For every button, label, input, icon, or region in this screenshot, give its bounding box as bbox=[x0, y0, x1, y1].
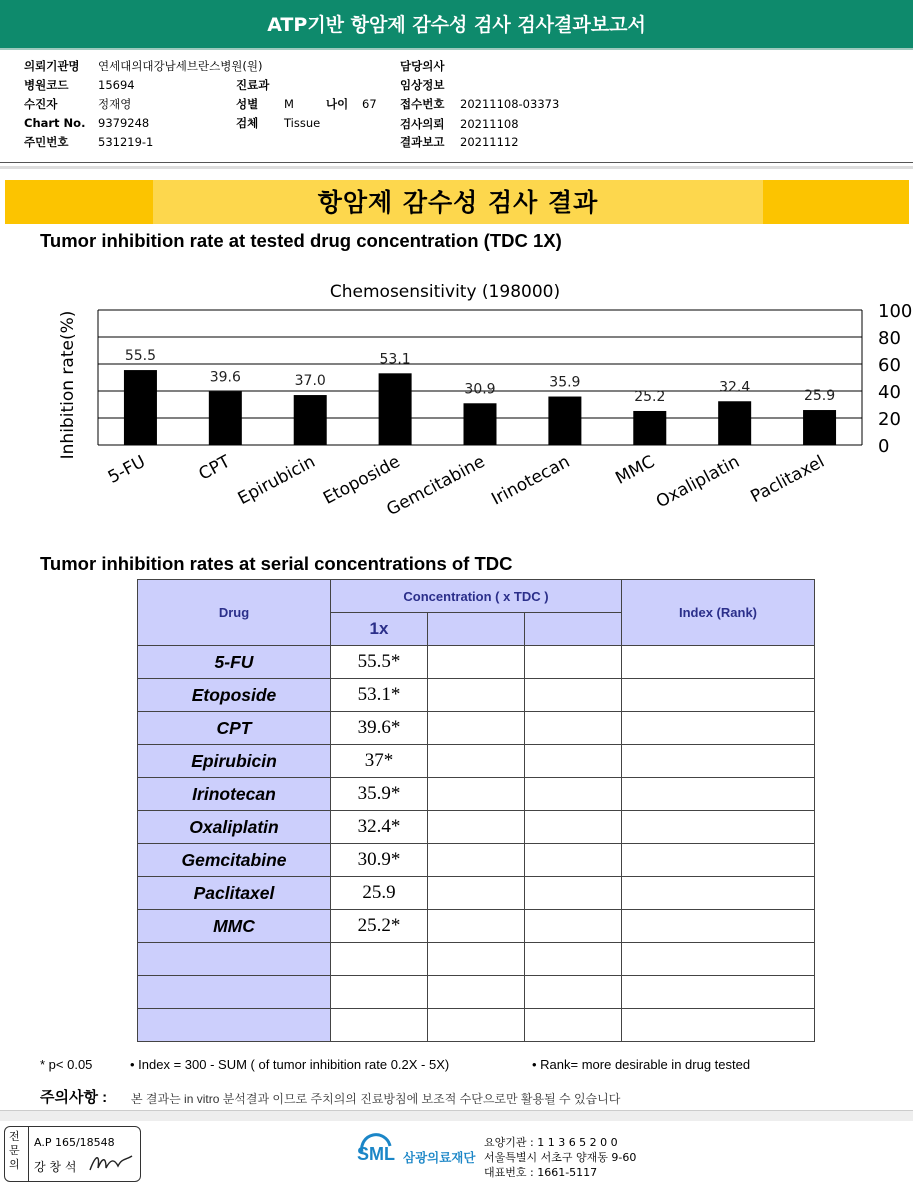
index-rank-cell bbox=[622, 910, 815, 943]
tdc-col2-cell bbox=[428, 778, 525, 811]
bar bbox=[633, 411, 666, 445]
tdc-1x-value-cell: 53.1* bbox=[331, 679, 428, 712]
table-row bbox=[138, 910, 815, 943]
y-tick-label: 0 bbox=[878, 436, 890, 457]
section-title-serial: Tumor inhibition rates at serial concentrations of TDC bbox=[40, 553, 513, 574]
doctor-name: 강 창 석 bbox=[34, 1160, 77, 1174]
caution-text: 본 결과는 in vitro 분석결과 이므로 주치의의 진료방침에 보조적 수단으로만 활용될 수 있습니다 bbox=[131, 1092, 621, 1106]
concentration-header: Concentration ( x TDC ) bbox=[331, 580, 622, 613]
tdc-col3-cell bbox=[525, 910, 622, 943]
tdc-col2-cell bbox=[428, 712, 525, 745]
bar-value-label: 53.1 bbox=[379, 351, 411, 368]
tdc-1x-value-cell: 32.4* bbox=[331, 811, 428, 844]
info-institution: 의뢰기관명 연세대의대강남세브란스병원(원) bbox=[24, 59, 263, 73]
info-hospital-code: 병원코드 15694 bbox=[24, 78, 135, 92]
stamp-divider bbox=[28, 1126, 29, 1182]
info-request-date: 검사의뢰 20211108 bbox=[400, 117, 519, 131]
tdc-col2-cell bbox=[428, 745, 525, 778]
info-sex: 성별 M bbox=[236, 97, 294, 111]
tdc-1x-value-cell: 35.9* bbox=[331, 778, 428, 811]
y-tick-label: 80 bbox=[878, 328, 901, 349]
drug-name-cell: MMC bbox=[138, 910, 331, 943]
x-tick-label: CPT bbox=[195, 451, 234, 485]
tdc-1x-value-cell: 25.9 bbox=[331, 877, 428, 910]
drug-name-cell bbox=[138, 943, 331, 976]
x-tick-label: MMC bbox=[612, 451, 659, 489]
bar-value-label: 39.6 bbox=[209, 369, 241, 386]
tdc-1x-value-cell bbox=[331, 976, 428, 1009]
bar-value-label: 25.2 bbox=[634, 388, 666, 405]
report-title: ATP기반 항암제 감수성 검사 검사결과보고서 bbox=[267, 14, 646, 36]
result-banner-title: 항암제 감수성 검사 결과 bbox=[153, 180, 763, 224]
tdc-1x-value-cell: 55.5* bbox=[331, 646, 428, 679]
table-row bbox=[138, 712, 815, 745]
info-report-date: 결과보고 20211112 bbox=[400, 135, 519, 149]
drug-name-cell bbox=[138, 976, 331, 1009]
tdc-col3-cell bbox=[525, 976, 622, 1009]
drug-name-cell: Irinotecan bbox=[138, 778, 331, 811]
tdc-col3-cell bbox=[525, 712, 622, 745]
chart-x-ticks bbox=[105, 451, 828, 520]
note-index: • Index = 300 - SUM ( of tumor inhibition rate 0.2X - 5X) bbox=[130, 1057, 450, 1072]
x-tick-label: Etoposide bbox=[320, 451, 404, 509]
tdc-col3-cell bbox=[525, 811, 622, 844]
index-rank-cell bbox=[622, 778, 815, 811]
y-tick-label: 20 bbox=[878, 409, 901, 430]
bar-value-label: 30.9 bbox=[464, 381, 496, 398]
drug-name-cell: Gemcitabine bbox=[138, 844, 331, 877]
table-row bbox=[138, 679, 815, 712]
index-rank-cell bbox=[622, 811, 815, 844]
tdc-col3-cell bbox=[525, 943, 622, 976]
specialist-label: 전문의 bbox=[9, 1130, 20, 1171]
tdc-col2-cell bbox=[428, 679, 525, 712]
tdc-col2-cell bbox=[428, 1009, 525, 1042]
bar bbox=[718, 401, 751, 445]
tdc-1x-value-cell bbox=[331, 943, 428, 976]
tdc-col3-cell bbox=[525, 745, 622, 778]
info-department: 진료과 bbox=[236, 78, 270, 92]
table-row bbox=[138, 943, 815, 976]
bar-value-label: 37.0 bbox=[294, 373, 326, 390]
table-row bbox=[138, 646, 815, 679]
bar bbox=[294, 395, 327, 445]
index-rank-cell bbox=[622, 844, 815, 877]
info-divider bbox=[0, 162, 913, 163]
index-rank-cell bbox=[622, 976, 815, 1009]
bar bbox=[209, 392, 242, 445]
chemosensitivity-chart bbox=[0, 260, 913, 540]
sml-logo-text: SML bbox=[357, 1144, 395, 1164]
org-phone: 대표번호 : 1661-5117 bbox=[484, 1166, 598, 1179]
chart-y-ticks bbox=[878, 301, 912, 457]
tdc-col3-cell bbox=[525, 679, 622, 712]
index-rank-cell bbox=[622, 646, 815, 679]
index-rank-cell bbox=[622, 943, 815, 976]
tdc-col2-cell bbox=[428, 910, 525, 943]
table-row bbox=[138, 844, 815, 877]
org-address: 서울특별시 서초구 양재동 9-60 bbox=[484, 1151, 637, 1164]
conc-col3-header bbox=[525, 613, 622, 646]
info-specimen: 검체 Tissue bbox=[236, 116, 321, 130]
bar bbox=[803, 410, 836, 445]
table-row bbox=[138, 811, 815, 844]
x-tick-label: Epirubicin bbox=[234, 451, 319, 510]
info-doctor: 담당의사 bbox=[400, 59, 445, 73]
tdc-col2-cell bbox=[428, 976, 525, 1009]
tdc-col2-cell bbox=[428, 943, 525, 976]
drug-name-cell: Paclitaxel bbox=[138, 877, 331, 910]
table-row bbox=[138, 1009, 815, 1042]
table-row bbox=[138, 976, 815, 1009]
chart-bars bbox=[124, 348, 836, 445]
note-p-value: * p< 0.05 bbox=[40, 1057, 93, 1072]
info-clinical: 임상정보 bbox=[400, 78, 445, 92]
license-number: A.P 165/18548 bbox=[34, 1136, 115, 1149]
table-row bbox=[138, 877, 815, 910]
section-title-tdc: Tumor inhibition rate at tested drug concentration (TDC 1X) bbox=[40, 230, 562, 251]
note-rank: • Rank= more desirable in drug tested bbox=[532, 1057, 751, 1072]
index-rank-cell bbox=[622, 712, 815, 745]
drug-name-cell: 5-FU bbox=[138, 646, 331, 679]
info-patient-name: 수진자 정재영 bbox=[24, 97, 132, 111]
bar-value-label: 35.9 bbox=[549, 374, 581, 391]
tdc-1x-value-cell bbox=[331, 1009, 428, 1042]
drug-name-cell: Oxaliplatin bbox=[138, 811, 331, 844]
tdc-col3-cell bbox=[525, 1009, 622, 1042]
drug-name-cell: Etoposide bbox=[138, 679, 331, 712]
institution-code: 요양기관 : 1 1 3 6 5 2 0 0 bbox=[484, 1136, 618, 1149]
index-rank-cell bbox=[622, 1009, 815, 1042]
tdc-col2-cell bbox=[428, 877, 525, 910]
table-row bbox=[138, 745, 815, 778]
tdc-col3-cell bbox=[525, 778, 622, 811]
tdc-col2-cell bbox=[428, 844, 525, 877]
caution-label: 주의사항 : bbox=[40, 1089, 108, 1106]
drug-name-cell: Epirubicin bbox=[138, 745, 331, 778]
tdc-1x-value-cell: 30.9* bbox=[331, 844, 428, 877]
info-resident-no: 주민번호 531219-1 bbox=[24, 135, 154, 149]
x-tick-label: Paclitaxel bbox=[747, 451, 828, 508]
tdc-1x-value-cell: 39.6* bbox=[331, 712, 428, 745]
x-tick-label: 5-FU bbox=[104, 451, 149, 488]
y-tick-label: 60 bbox=[878, 355, 901, 376]
x-tick-label: Gemcitabine bbox=[383, 451, 489, 521]
bar-value-label: 55.5 bbox=[124, 348, 157, 365]
bar-value-label: 25.9 bbox=[803, 388, 836, 405]
index-rank-cell bbox=[622, 679, 815, 712]
y-tick-label: 40 bbox=[878, 382, 901, 403]
chart-title: Chemosensitivity (198000) bbox=[329, 282, 561, 302]
results-table bbox=[137, 579, 815, 1042]
signature-icon bbox=[88, 1150, 134, 1176]
report-title-bar bbox=[0, 0, 913, 48]
tdc-1x-value-cell: 25.2* bbox=[331, 910, 428, 943]
info-divider-shadow bbox=[0, 166, 913, 169]
tdc-1x-value-cell: 37* bbox=[331, 745, 428, 778]
bar bbox=[379, 373, 412, 445]
conc-col2-header bbox=[428, 613, 525, 646]
conc-1x-header: 1x bbox=[331, 613, 428, 646]
info-receipt-no: 접수번호 20211108-03373 bbox=[400, 97, 560, 111]
table-row bbox=[138, 778, 815, 811]
footer-divider bbox=[0, 1110, 913, 1121]
chart-y-axis-label: Inhibition rate(%) bbox=[58, 310, 78, 460]
bar bbox=[124, 370, 157, 445]
index-rank-cell bbox=[622, 877, 815, 910]
x-tick-label: Oxaliplatin bbox=[652, 451, 744, 513]
info-age: 나이 67 bbox=[326, 97, 377, 111]
index-rank-header: Index (Rank) bbox=[622, 580, 815, 646]
bar bbox=[548, 397, 581, 445]
bar bbox=[464, 403, 497, 445]
tdc-col2-cell bbox=[428, 811, 525, 844]
info-chart-no: Chart No. 9379248 bbox=[24, 116, 150, 130]
tdc-col2-cell bbox=[428, 646, 525, 679]
x-tick-label: Irinotecan bbox=[488, 451, 574, 510]
tdc-col3-cell bbox=[525, 877, 622, 910]
index-rank-cell bbox=[622, 745, 815, 778]
org-name: 삼광의료재단 bbox=[403, 1150, 476, 1165]
drug-name-cell bbox=[138, 1009, 331, 1042]
bar-value-label: 32.4 bbox=[719, 379, 751, 396]
tdc-col3-cell bbox=[525, 844, 622, 877]
drug-header: Drug bbox=[138, 580, 331, 646]
title-underline bbox=[0, 48, 913, 50]
drug-name-cell: CPT bbox=[138, 712, 331, 745]
tdc-col3-cell bbox=[525, 646, 622, 679]
y-tick-label: 100 bbox=[878, 301, 913, 322]
